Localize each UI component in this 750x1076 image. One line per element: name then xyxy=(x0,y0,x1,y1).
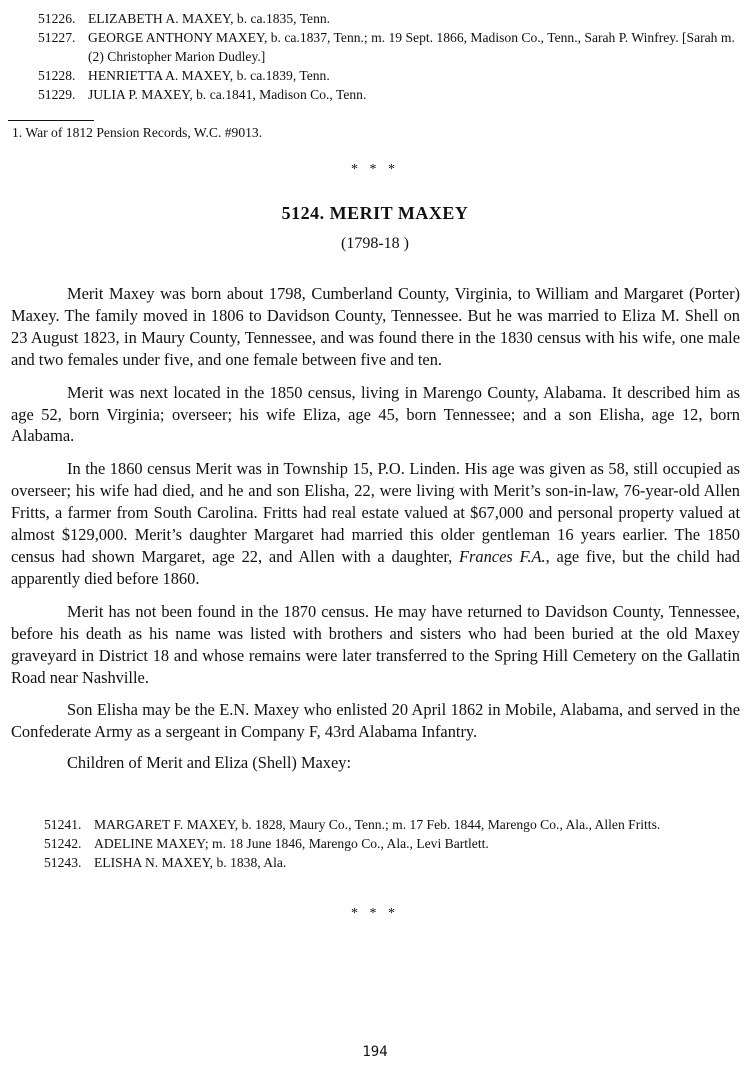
genealogy-entries-continued xyxy=(38,9,743,104)
genealogy-entry xyxy=(44,815,743,834)
paragraph: Merit has not been found in the 1870 census. He may have returned to Davidson County, Tennessee, before his death as his name was listed with brothers and sisters who had been buried at the old Maxey graveyard in District 18 and whose remains were later transferred to the Spring Hill Cemetery on the Gallatin Road near Nashville. xyxy=(11,601,740,687)
section-dates: (1798-18 ) xyxy=(341,235,409,252)
section-separator: * * * xyxy=(351,162,399,177)
entry-number: 51241. xyxy=(44,817,82,832)
entry-text: JULIA P. MAXEY, b. ca.1841, Madison Co., Tenn. xyxy=(88,87,367,102)
footnote: 1. War of 1812 Pension Records, W.C. #9013. xyxy=(12,125,263,140)
children-heading: Children of Merit and Eliza (Shell) Maxey: xyxy=(67,753,352,773)
genealogy-entry xyxy=(38,85,743,104)
genealogy-entry xyxy=(38,28,743,66)
paragraph: Merit was next located in the 1850 census, living in Marengo County, Alabama. It described him as age 52, born Virginia; overseer; his wife Eliza, age 45, born Tennessee; and a son Elisha, age 12, born Alabama. xyxy=(11,382,740,446)
paragraph-text: In the 1860 census Merit was in Township 15, P.O. Linden. His age was given as 58, still occupied as overseer; his wife had died, and he and son Elisha, 22, were living with Merit’s son-in-law, 76-year-old Allen Fritts, a farmer from South Carolina. Fritts had real estate valued at $67,000 and personal property valued at almost $129,000. Merit’s daughter Margaret had married this older gentleman 16 years earlier. The 1850 census had shown Margaret, age 22, and Allen with a daughter, xyxy=(11,459,740,566)
entry-text: ADELINE MAXEY; m. 18 June 1846, Marengo Co., Ala., Levi Bartlett. xyxy=(94,836,489,851)
page-number: 194 xyxy=(362,1044,388,1060)
entry-text: ELISHA N. MAXEY, b. 1838, Ala. xyxy=(94,855,287,870)
paragraph xyxy=(11,458,740,589)
genealogy-entry xyxy=(44,853,743,872)
genealogy-entry xyxy=(38,66,743,85)
italic-name: Frances F.A. xyxy=(459,546,546,566)
entry-number: 51242. xyxy=(44,836,82,851)
entry-number: 51229. xyxy=(38,87,76,102)
entry-text: HENRIETTA A. MAXEY, b. ca.1839, Tenn. xyxy=(88,68,330,83)
paragraph: Son Elisha may be the E.N. Maxey who enlisted 20 April 1862 in Mobile, Alabama, and served in the Confederate Army as a sergeant in Company F, 43rd Alabama Infantry. xyxy=(11,700,740,742)
genealogy-entry xyxy=(44,834,743,853)
section-separator: * * * xyxy=(351,906,399,921)
genealogy-entry xyxy=(38,9,743,28)
children-list xyxy=(44,815,743,872)
paragraph-text: , age five, but the child had apparently died before 1860. xyxy=(11,546,740,588)
footnote-divider xyxy=(8,120,94,121)
entry-text: ELIZABETH A. MAXEY, b. ca.1835, Tenn. xyxy=(88,11,331,26)
entry-number: 51228. xyxy=(38,68,76,83)
paragraph: Merit Maxey was born about 1798, Cumberland County, Virginia, to William and Margaret (Porter) Maxey. The family moved in 1806 to Davidson County, Tennessee. But he was married to Eliza M. Shell on 23 August 1823, in Maury County, Tennessee, and was found there in the 1830 census with his wife, one male and two females under five, and one female between five and ten. xyxy=(11,284,740,369)
entry-number: 51226. xyxy=(38,11,76,26)
entry-number: 51227. xyxy=(38,30,76,45)
entry-text: MARGARET F. MAXEY, b. 1828, Maury Co., Tenn.; m. 17 Feb. 1844, Marengo Co., Ala., Allen Fritts. xyxy=(94,817,661,832)
entry-number: 51243. xyxy=(44,855,82,870)
entry-text: GEORGE ANTHONY MAXEY, b. ca.1837, Tenn.; m. 19 Sept. 1866, Madison Co., Tenn., Sarah P. Winfrey. [Sarah m. (2) Christopher Marion Dudley.] xyxy=(88,30,735,64)
section-title: 5124. MERIT MAXEY xyxy=(281,203,469,223)
body-text xyxy=(11,283,740,785)
